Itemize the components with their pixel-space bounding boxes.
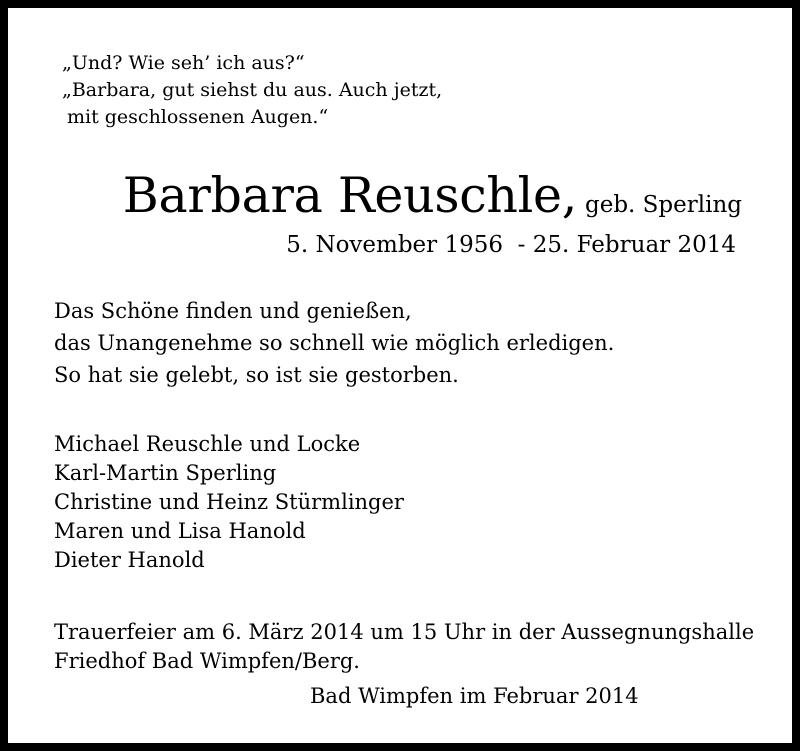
deceased-name-line xyxy=(123,166,742,237)
verse-line: Das Schöne finden und genießen, xyxy=(54,299,412,323)
mourner: Maren und Lisa Hanold xyxy=(54,519,306,543)
quote-line: „Barbara, gut siehst du aus. Auch jetzt, xyxy=(62,79,443,101)
mourners-list xyxy=(54,430,404,575)
place-and-date: Bad Wimpfen im Februar 2014 xyxy=(310,684,639,708)
life-dates: 5. November 1956 - 25. Februar 2014 xyxy=(286,232,736,258)
mourner: Michael Reuschle und Locke xyxy=(54,432,361,456)
verse-line: So hat sie gelebt, so ist sie gestorben. xyxy=(54,363,459,387)
quote-line: mit geschlossenen Augen.“ xyxy=(67,106,329,128)
service-line: Friedhof Bad Wimpfen/Berg. xyxy=(54,649,360,673)
mourner: Christine und Heinz Stürmlinger xyxy=(54,490,404,514)
service-info xyxy=(54,618,754,676)
deceased-name: Barbara Reuschle, xyxy=(122,167,577,224)
mourner: Karl-Martin Sperling xyxy=(54,461,277,485)
quote-line: „Und? Wie seh’ ich aus?“ xyxy=(62,52,305,74)
service-line: Trauerfeier am 6. März 2014 um 15 Uhr in der Aussegnungshalle xyxy=(54,620,755,644)
verse xyxy=(54,295,614,391)
opening-quote xyxy=(62,50,442,131)
birth-name: geb. Sperling xyxy=(584,192,742,218)
mourner: Dieter Hanold xyxy=(54,548,205,572)
verse-line: das Unangenehme so schnell wie möglich erledigen. xyxy=(54,331,615,355)
